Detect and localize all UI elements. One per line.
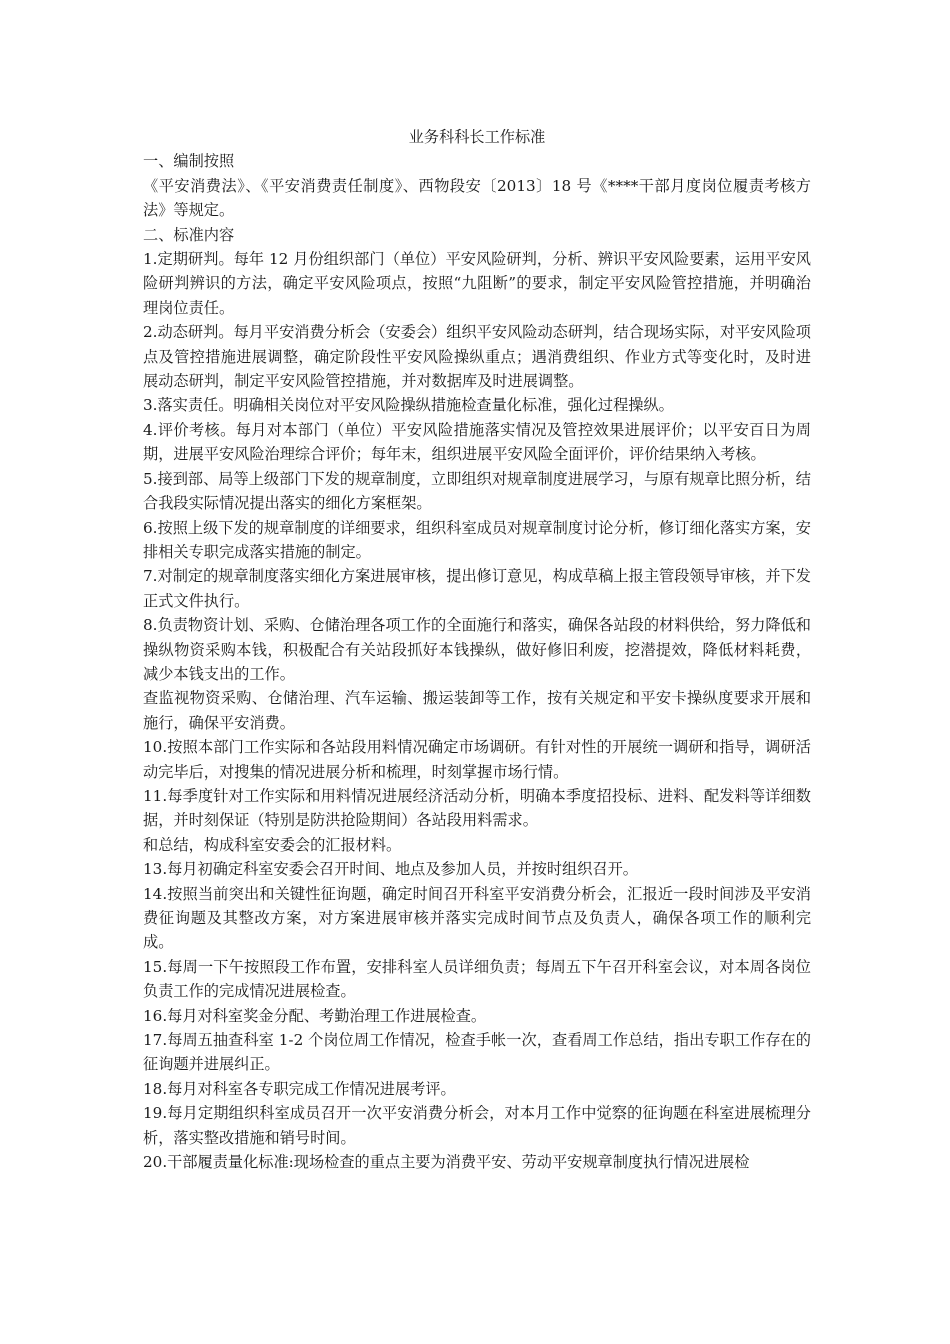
paragraph: 7.对制定的规章制度落实细化方案进展审核，提出修订意见，构成草稿上报主管段领导审核，并下发正式文件执行。 xyxy=(143,567,811,610)
paragraph: 和总结，构成科室安委会的汇报材料。 xyxy=(143,835,402,854)
paragraph: 11.每季度针对工作实际和用料情况进展经济活动分析，明确本季度招投标、进料、配发料等详细数据，并时刻保证（特别是防洪抢险期间）各站段用料需求。 xyxy=(143,786,811,830)
paragraph: 3.落实责任。明确相关岗位对平安风险操纵措施检查量化标准，强化过程操纵。 xyxy=(143,396,674,415)
paragraph: 查监视物资采购、仓储治理、汽车运输、搬运装卸等工作，按有关规定和平安卡操纵度要求开展和施行，确保平安消费。 xyxy=(143,689,811,732)
paragraph: 《平安消费法》、《平安消费责任制度》、西物段安〔2013〕18 号《****干部月度岗位履责考核方法》等规定。 xyxy=(143,176,811,220)
paragraph: 8.负责物资计划、采购、仓储治理各项工作的全面施行和落实，确保各站段的材料供给，努力降低和操纵物资采购本钱，积极配合有关站段抓好本钱操纵，做好修旧利废，挖潜提效，降低材料耗费，减少本钱支出的工作。 xyxy=(143,616,811,683)
document-body xyxy=(143,125,811,1174)
paragraph: 6.按照上级下发的规章制度的详细要求，组织科室成员对规章制度讨论分析，修订细化落实方案，安排相关专职完成落实措施的制定。 xyxy=(143,518,811,561)
paragraph: 1.定期研判。每年 12 月份组织部门（单位）平安风险研判，分析、辨识平安风险要素，运用平安风险研判辨识的方法，确定平安风险项点，按照“九阻断”的要求，制定平安风险管控措施，并明确治理岗位责任。 xyxy=(143,250,811,317)
paragraph: 15.每周一下午按照段工作布置，安排科室人员详细负责；每周五下午召开科室会议，对本周各岗位负责工作的完成情况进展检查。 xyxy=(143,957,811,1001)
paragraph: 4.评价考核。每月对本部门（单位）平安风险措施落实情况及管控效果进展评价；以平安百日为周期，进展平安风险治理综合评价；每年末，组织进展平安风险全面评价，评价结果纳入考核。 xyxy=(143,420,811,464)
document-title: 业务科科长工作标准 xyxy=(408,128,546,146)
paragraph: 18.每月对科室各专职完成工作情况进展考评。 xyxy=(143,1079,456,1098)
paragraph: 16.每月对科室奖金分配、考勤治理工作进展检查。 xyxy=(143,1006,487,1025)
section-heading: 二、标准内容 xyxy=(143,225,235,244)
paragraph: 2.动态研判。每月平安消费分析会（安委会）组织平安风险动态研判，结合现场实际，对平安风险项点及管控措施进展调整，确定阶段性平安风险操纵重点；遇消费组织、作业方式等变化时，及时进展动态研判，制定平安风险管控措施，并对数据库及时进展调整。 xyxy=(143,323,811,391)
paragraph: 17.每周五抽查科室 1-2 个岗位周工作情况，检查手帐一次，查看周工作总结，指出专职工作存在的征询题并进展纠正。 xyxy=(143,1031,811,1074)
paragraph: 13.每月初确定科室安委会召开时间、地点及参加人员，并按时组织召开。 xyxy=(143,860,638,879)
paragraph: 19.每月定期组织科室成员召开一次平安消费分析会，对本月工作中觉察的征询题在科室进展梳理分析，落实整改措施和销号时间。 xyxy=(143,1104,811,1147)
paragraph: 20.干部履责量化标准:现场检查的重点主要为消费平安、劳动平安规章制度执行情况进展检 xyxy=(143,1153,750,1172)
paragraph: 10.按照本部门工作实际和各站段用料情况确定市场调研。有针对性的开展统一调研和指导，调研活动完毕后，对搜集的情况进展分析和梳理，时刻掌握市场行情。 xyxy=(143,738,811,781)
paragraph: 5.接到部、局等上级部门下发的规章制度，立即组织对规章制度进展学习，与原有规章比照分析，结合我段实际情况提出落实的细化方案框架。 xyxy=(143,469,811,513)
section-heading: 一、编制按照 xyxy=(143,152,235,171)
paragraph: 14.按照当前突出和关键性征询题，确定时间召开科室平安消费分析会，汇报近一段时间涉及平安消费征询题及其整改方案，对方案进展审核并落实完成时间节点及负责人，确保各项工作的顺利完成。 xyxy=(143,884,811,952)
